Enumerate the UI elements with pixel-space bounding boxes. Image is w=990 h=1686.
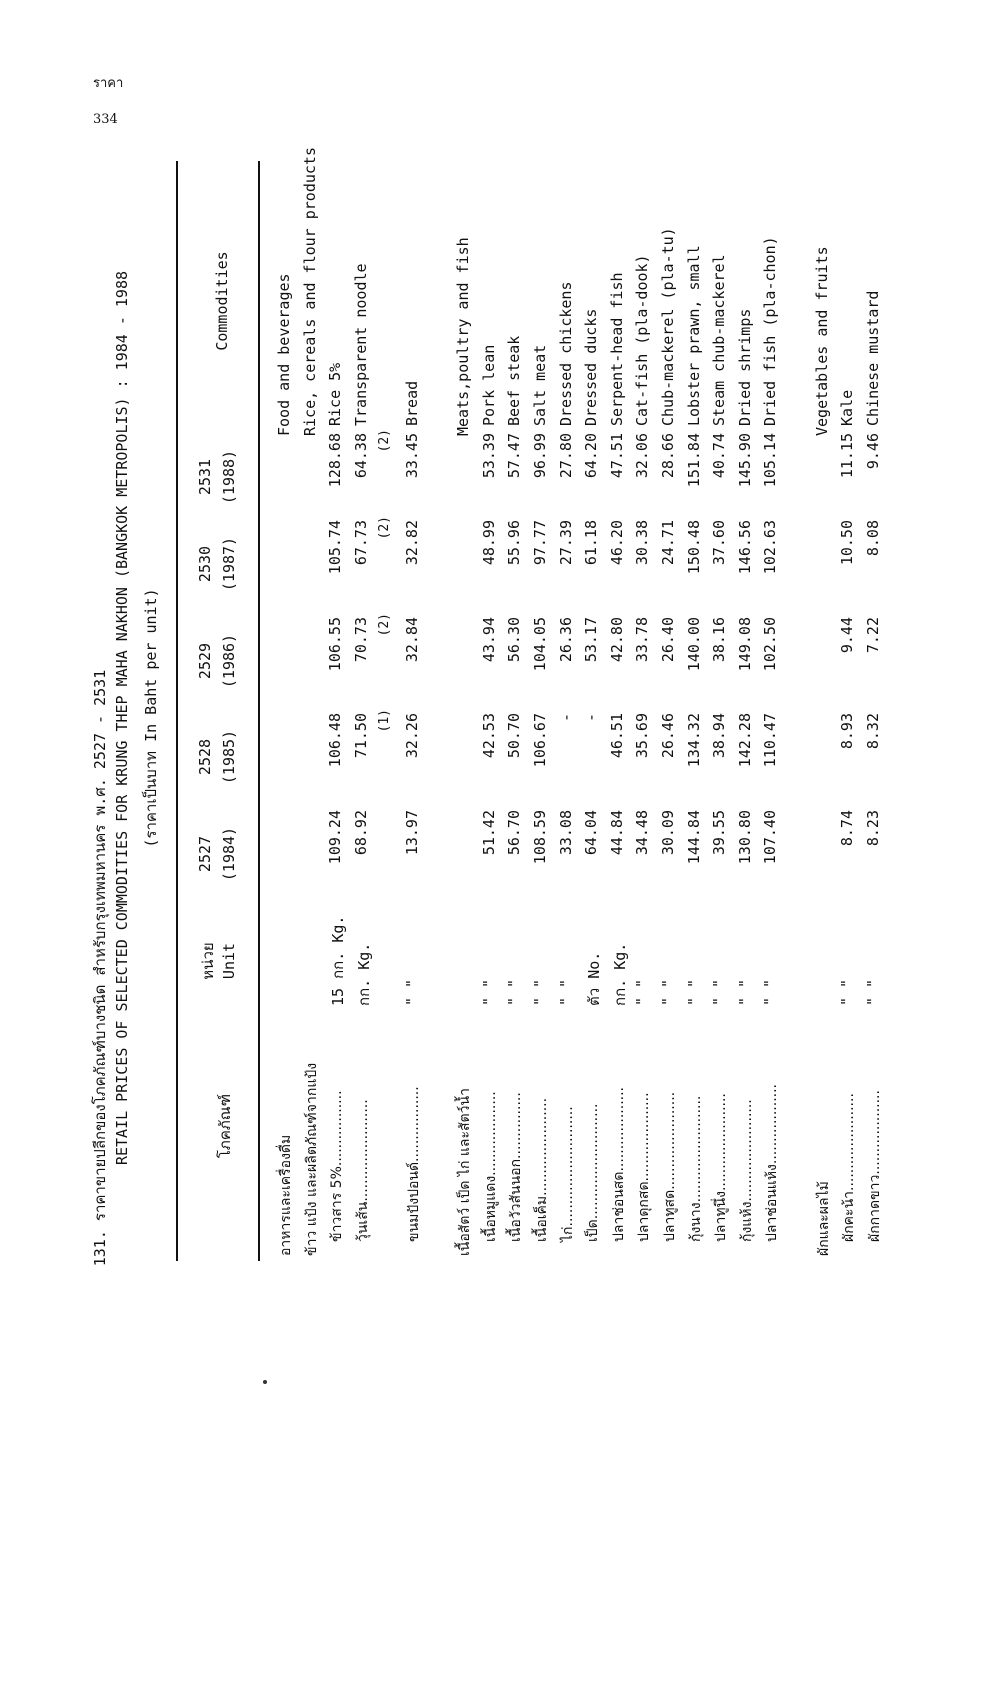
- header-commodities: Commodities: [213, 251, 231, 351]
- row-unit: กก. Kg.: [354, 942, 373, 1006]
- price-cell: 142.28: [735, 713, 754, 768]
- price-cell: 108.59: [531, 810, 549, 865]
- row-label-english: Dried shrimps: [735, 308, 754, 426]
- row-unit: " ": [403, 978, 421, 1006]
- page-number: 334: [93, 112, 118, 127]
- row-unit: 15 กก. Kg.: [329, 915, 348, 1006]
- row-unit: " ": [710, 978, 729, 1006]
- table-row: [480, 0, 506, 1436]
- price-cell: 40.74: [710, 433, 729, 479]
- price-cell: 51.42: [479, 810, 498, 856]
- row-label-thai: ปลาทูนึ่ง......................: [713, 1093, 730, 1242]
- footnote-marker: (1): [377, 709, 393, 733]
- table-row: [454, 0, 480, 1436]
- price-cell: 61.18: [582, 520, 601, 566]
- table-title-thai: 131. ราคาขายปลีกของโภคภัณฑ์บางชนิด สำหรับกรุงเทพมหานคร พ.ศ. 2527 - 2531: [91, 669, 109, 1267]
- price-cell: 33.45: [403, 433, 421, 479]
- row-label-english: Salt meat: [531, 344, 549, 426]
- table-row: [505, 0, 531, 1436]
- table-row: [352, 0, 378, 1436]
- row-label-english: Dressed chickens: [556, 281, 575, 426]
- price-cell: 47.51: [607, 433, 626, 479]
- price-cell: 102.63: [761, 520, 780, 575]
- row-unit: ตัว No.: [585, 951, 604, 1006]
- price-cell: 64.04: [582, 810, 601, 856]
- price-cell: 27.39: [556, 520, 575, 566]
- price-cell: 42.80: [607, 617, 626, 663]
- row-label-english: Chinese mustard: [863, 290, 882, 426]
- row-label-thai: เป็ด..........................: [585, 1103, 602, 1242]
- row-label-english: Transparent noodle: [351, 263, 370, 426]
- price-cell: 107.40: [761, 810, 780, 865]
- price-cell: 9.44: [838, 617, 857, 654]
- price-cell: 70.73: [351, 617, 370, 663]
- price-cell: 33.08: [556, 810, 575, 856]
- price-cell: 67.73: [351, 520, 370, 566]
- price-cell: 146.56: [735, 520, 754, 575]
- price-cell: 104.05: [531, 617, 549, 672]
- row-label-thai: ปลาช่อนสด...................: [610, 1087, 627, 1242]
- table-row: [685, 0, 711, 1436]
- row-label-english: Beef steak: [505, 335, 524, 426]
- price-cell: 149.08: [735, 617, 754, 672]
- table-row: [403, 0, 429, 1436]
- price-cell: 130.80: [735, 810, 754, 865]
- table-row: [838, 0, 864, 1436]
- price-cell: 68.92: [351, 810, 370, 856]
- price-cell: 11.15: [838, 433, 857, 479]
- row-label-thai: เนื้อเค็ม......................: [534, 1097, 550, 1242]
- price-cell: 26.40: [659, 617, 677, 663]
- price-cell: 26.46: [659, 713, 677, 759]
- row-label-thai: เนื้อหมูแดง...................: [482, 1091, 499, 1242]
- price-cell: 30.09: [659, 810, 677, 856]
- header-year-be-3: 2530: [196, 545, 214, 583]
- header-year-ce-1: (1985): [220, 729, 238, 785]
- table-title-english: RETAIL PRICES OF SELECTED COMMODITIES FOR KRUNG THEP MAHA NAKHON (BANGKOK METROPOLIS) : 1984 - 1988: [113, 270, 131, 1166]
- row-unit: " ": [684, 978, 703, 1006]
- table-row: [608, 0, 634, 1436]
- row-unit: " ": [735, 978, 754, 1006]
- row-label-english: Pork lean: [479, 344, 498, 426]
- price-cell: 53.17: [582, 617, 601, 663]
- row-label-english: Lobster prawn, small: [684, 245, 703, 426]
- row-label-thai: ผักและผลไม้: [815, 1181, 832, 1256]
- row-label-thai: ผักคะน้า......................: [841, 1093, 858, 1242]
- price-cell: 26.36: [556, 617, 575, 663]
- price-cell: 35.69: [633, 713, 652, 759]
- price-cell: 33.78: [633, 617, 652, 663]
- row-label-english: Food and beverages: [275, 273, 293, 436]
- row-unit: กก. Kg.: [610, 942, 629, 1006]
- price-cell: 140.00: [684, 617, 703, 672]
- table-row: [659, 0, 685, 1436]
- row-label-english: Rice, cereals and flour products: [300, 147, 319, 436]
- price-cell: 30.38: [633, 520, 652, 566]
- price-cell: 8.32: [863, 713, 882, 750]
- table-unit-note: (ราคาเป็นบาท In Baht per unit): [142, 588, 160, 848]
- table-row: [377, 0, 403, 1436]
- row-label-thai: ข้าวสาร 5%.................: [329, 1090, 346, 1242]
- table-row: [787, 0, 813, 1436]
- price-cell: 50.70: [505, 713, 524, 759]
- row-label-thai: ขนมปังปอนด์.................: [406, 1086, 422, 1242]
- price-cell: 10.50: [838, 520, 857, 566]
- row-label-english: Steam chub-mackerel: [710, 254, 729, 426]
- table-row: [633, 0, 659, 1436]
- table-row: [531, 0, 557, 1436]
- price-cell: 151.84: [684, 433, 703, 488]
- price-cell: 32.84: [403, 617, 421, 663]
- header-product: โภคภัณฑ์: [216, 1093, 234, 1159]
- row-label-thai: เนื้อสัตว์ เป็ด ไก่ และสัตว์น้ำ: [457, 1088, 474, 1256]
- price-cell: 56.70: [505, 810, 524, 856]
- price-cell: 64.38: [351, 433, 370, 479]
- row-label-english: Vegetables and fruits: [812, 246, 831, 436]
- row-label-thai: ข้าว แป้ง และผลิตภัณฑ์จากแป้ง: [303, 1062, 320, 1256]
- price-cell: 64.20: [582, 433, 601, 479]
- row-label-thai: เนื้อวัวสันนอก...............: [508, 1092, 525, 1242]
- header-year-be-2: 2529: [196, 642, 214, 680]
- price-cell: 134.32: [684, 713, 703, 768]
- row-unit: " ": [659, 978, 677, 1006]
- row-unit: " ": [633, 978, 652, 1006]
- table-row: [710, 0, 736, 1436]
- header-year-ce-0: (1984): [220, 826, 238, 882]
- row-label-english: Dried fish (pla-chon): [761, 236, 780, 426]
- price-cell: 96.99: [531, 433, 549, 479]
- price-cell: 8.93: [838, 713, 857, 750]
- price-cell: 32.26: [403, 713, 421, 759]
- header-year-be-4: 2531: [196, 458, 214, 496]
- price-cell: 44.84: [607, 810, 626, 856]
- price-cell: 42.53: [479, 713, 498, 759]
- price-cell: 105.14: [761, 433, 780, 488]
- header-year-be-0: 2527: [196, 835, 214, 873]
- price-cell: 102.50: [761, 617, 780, 672]
- price-cell: 13.97: [403, 810, 421, 856]
- price-cell: 37.60: [710, 520, 729, 566]
- header-year-ce-4: (1988): [220, 449, 238, 505]
- row-label-thai: ปลาช่อนแห้ง..................: [764, 1084, 781, 1242]
- footnote-marker: (2): [377, 429, 393, 453]
- row-label-thai: กุ้งแห้ง.......................: [738, 1099, 755, 1242]
- price-cell: -: [556, 713, 575, 723]
- price-cell: 32.06: [633, 433, 652, 479]
- table-row: [326, 0, 352, 1436]
- price-cell: 38.94: [710, 713, 729, 759]
- row-label-thai: ปลาดุกสด....................: [636, 1092, 653, 1242]
- row-label-english: Serpent-head fish: [607, 272, 626, 426]
- price-cell: 32.82: [403, 520, 421, 566]
- header-unit-thai: หน่วย: [199, 942, 217, 980]
- row-label-thai: ผักกาดขาว...................: [866, 1090, 883, 1242]
- table-row: [301, 0, 327, 1436]
- table-top-rule: [176, 161, 178, 1261]
- price-cell: 106.48: [326, 713, 345, 768]
- price-cell: 97.77: [531, 520, 549, 566]
- row-label-thai: อาหารและเครื่องดื่ม: [278, 1134, 294, 1256]
- row-label-thai: วุ้นเส้น.......................: [354, 1099, 371, 1242]
- row-label-thai: ไก่...........................: [559, 1106, 576, 1242]
- price-cell: 106.55: [326, 617, 345, 672]
- price-cell: 8.23: [863, 810, 882, 847]
- price-cell: 56.30: [505, 617, 524, 663]
- row-unit: " ": [531, 978, 549, 1006]
- row-unit: " ": [838, 978, 857, 1006]
- table-row: [813, 0, 839, 1436]
- header-unit-english: Unit: [220, 942, 238, 980]
- header-year-be-1: 2528: [196, 738, 214, 776]
- row-label-english: Meats,poultry and fish: [454, 237, 473, 436]
- price-cell: 71.50: [351, 713, 370, 759]
- table-row: [864, 0, 890, 1436]
- table-row: [429, 0, 455, 1436]
- table-row: [582, 0, 608, 1436]
- row-label-thai: ปลาทูสด......................: [662, 1091, 678, 1242]
- price-cell: 8.08: [863, 520, 882, 557]
- price-cell: 46.51: [607, 713, 626, 759]
- footnote-marker: (2): [377, 516, 393, 540]
- table-header-rule: [258, 161, 260, 1261]
- price-cell: 34.48: [633, 810, 652, 856]
- price-cell: 46.20: [607, 520, 626, 566]
- page-category: ราคา: [93, 76, 124, 91]
- price-cell: 128.68: [326, 433, 345, 488]
- price-cell: 7.22: [863, 617, 882, 654]
- price-cell: 27.80: [556, 433, 575, 479]
- price-cell: 48.99: [479, 520, 498, 566]
- price-cell: -: [582, 713, 601, 723]
- row-label-english: Rice 5%: [326, 362, 345, 426]
- price-cell: 24.71: [659, 520, 677, 566]
- price-cell: 53.39: [479, 433, 498, 479]
- price-cell: 144.84: [684, 810, 703, 865]
- row-unit: " ": [761, 978, 780, 1006]
- price-cell: 39.55: [710, 810, 729, 856]
- price-cell: 9.46: [863, 433, 882, 470]
- price-cell: 8.74: [838, 810, 857, 847]
- price-cell: 145.90: [735, 433, 754, 488]
- price-cell: 110.47: [761, 713, 780, 768]
- row-label-english: Chub-mackerel (pla-tu): [659, 227, 677, 426]
- footnote-marker: (2): [377, 613, 393, 637]
- row-label-english: Cat-fish (pla-dook): [633, 254, 652, 426]
- price-cell: 28.66: [659, 433, 677, 479]
- price-cell: 57.47: [505, 433, 524, 479]
- row-unit: " ": [479, 978, 498, 1006]
- table-row: [557, 0, 583, 1436]
- price-cell: 150.48: [684, 520, 703, 575]
- row-label-english: Kale: [838, 389, 857, 426]
- price-cell: 106.67: [531, 713, 549, 768]
- table-row: [736, 0, 762, 1436]
- table-row: [761, 0, 787, 1436]
- price-cell: 55.96: [505, 520, 524, 566]
- price-cell: 109.24: [326, 810, 345, 865]
- row-label-english: Bread: [403, 380, 421, 426]
- price-cell: 43.94: [479, 617, 498, 663]
- row-unit: " ": [556, 978, 575, 1006]
- header-year-ce-3: (1987): [220, 536, 238, 592]
- table-row: [275, 0, 301, 1436]
- header-year-ce-2: (1986): [220, 633, 238, 689]
- price-cell: 105.74: [326, 520, 345, 575]
- price-cell: 38.16: [710, 617, 729, 663]
- row-unit: " ": [863, 978, 882, 1006]
- row-label-english: Dressed ducks: [582, 308, 601, 426]
- row-unit: " ": [505, 978, 524, 1006]
- row-label-thai: กุ้งนาง........................: [687, 1095, 704, 1242]
